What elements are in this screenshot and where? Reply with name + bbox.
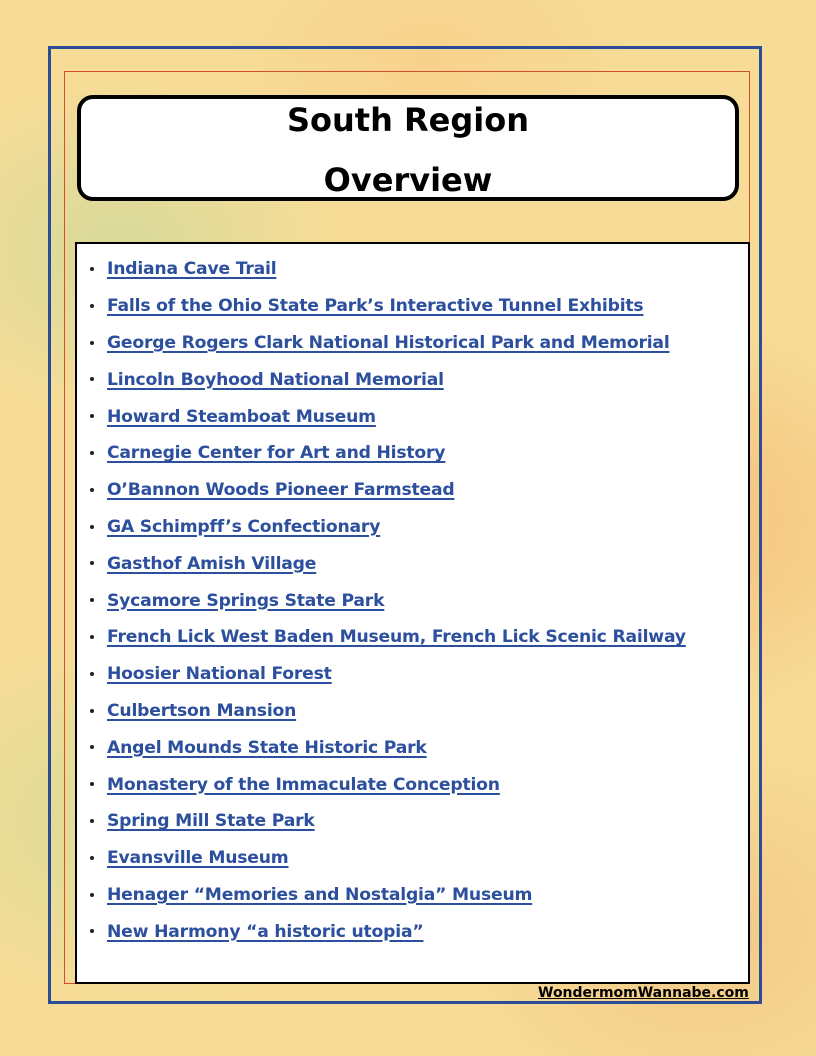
list-item (87, 545, 747, 582)
attraction-link[interactable]: Evansville Museum (107, 848, 289, 869)
bullet-icon (90, 893, 94, 897)
list-item (87, 435, 747, 472)
list-item (87, 251, 747, 288)
attraction-link[interactable]: Gasthof Amish Village (107, 553, 317, 574)
bullet-icon (90, 929, 94, 933)
list-item (87, 913, 747, 950)
attraction-link[interactable]: Howard Steamboat Museum (107, 406, 376, 427)
list-item (87, 398, 747, 435)
bullet-icon (90, 672, 94, 676)
list-item (87, 288, 747, 325)
bullet-icon (90, 782, 94, 786)
attraction-link[interactable]: Hoosier National Forest (107, 664, 332, 685)
bullet-icon (90, 598, 94, 602)
bullet-icon (90, 525, 94, 529)
list-item (87, 693, 747, 730)
bullet-icon (90, 267, 94, 271)
attraction-link[interactable]: GA Schimpff’s Confectionary (107, 516, 381, 537)
list-item (87, 472, 747, 509)
attraction-link[interactable]: Falls of the Ohio State Park’s Interactive Tunnel Exhibits (107, 296, 644, 317)
bullet-icon (90, 635, 94, 639)
list-item (87, 619, 747, 656)
list-item (87, 803, 747, 840)
attraction-link[interactable]: O’Bannon Woods Pioneer Farmstead (107, 480, 455, 501)
bullet-icon (90, 377, 94, 381)
bullet-icon (90, 745, 94, 749)
bullet-icon (90, 304, 94, 308)
page-title: South Region (286, 101, 529, 139)
attraction-link[interactable]: Angel Mounds State Historic Park (107, 737, 427, 758)
list-item (87, 877, 747, 914)
list-item (87, 325, 747, 362)
attraction-link[interactable]: Sycamore Springs State Park (107, 590, 385, 611)
bullet-icon (90, 414, 94, 418)
bullet-icon (90, 488, 94, 492)
bullet-icon (90, 451, 94, 455)
list-item (87, 582, 747, 619)
list-item (87, 840, 747, 877)
attraction-link[interactable]: Carnegie Center for Art and History (107, 443, 446, 464)
attraction-link[interactable]: Lincoln Boyhood National Memorial (107, 369, 444, 390)
attraction-link[interactable]: Spring Mill State Park (107, 811, 315, 832)
attraction-link[interactable]: Monastery of the Immaculate Conception (107, 774, 500, 795)
attraction-link[interactable]: Culbertson Mansion (107, 700, 297, 721)
attraction-link[interactable]: Henager “Memories and Nostalgia” Museum (107, 884, 533, 905)
bullet-icon (90, 819, 94, 823)
bullet-icon (90, 856, 94, 860)
list-item (87, 729, 747, 766)
attraction-link[interactable]: New Harmony “a historic utopia” (107, 921, 424, 942)
footer-site-link[interactable]: WondermomWannabe.com (538, 985, 749, 1001)
attractions-list (87, 251, 747, 950)
page-subtitle: Overview (323, 161, 493, 199)
list-item (87, 361, 747, 398)
bullet-icon (90, 709, 94, 713)
bullet-icon (90, 561, 94, 565)
list-item (87, 509, 747, 546)
list-item (87, 656, 747, 693)
attraction-link[interactable]: George Rogers Clark National Historical Park and Memorial (107, 332, 670, 353)
list-item (87, 766, 747, 803)
attraction-link[interactable]: Indiana Cave Trail (107, 259, 277, 280)
title-box (77, 95, 739, 201)
attractions-list-box (75, 242, 750, 984)
attraction-link[interactable]: French Lick West Baden Museum, French Lick Scenic Railway (107, 627, 686, 648)
bullet-icon (90, 341, 94, 345)
